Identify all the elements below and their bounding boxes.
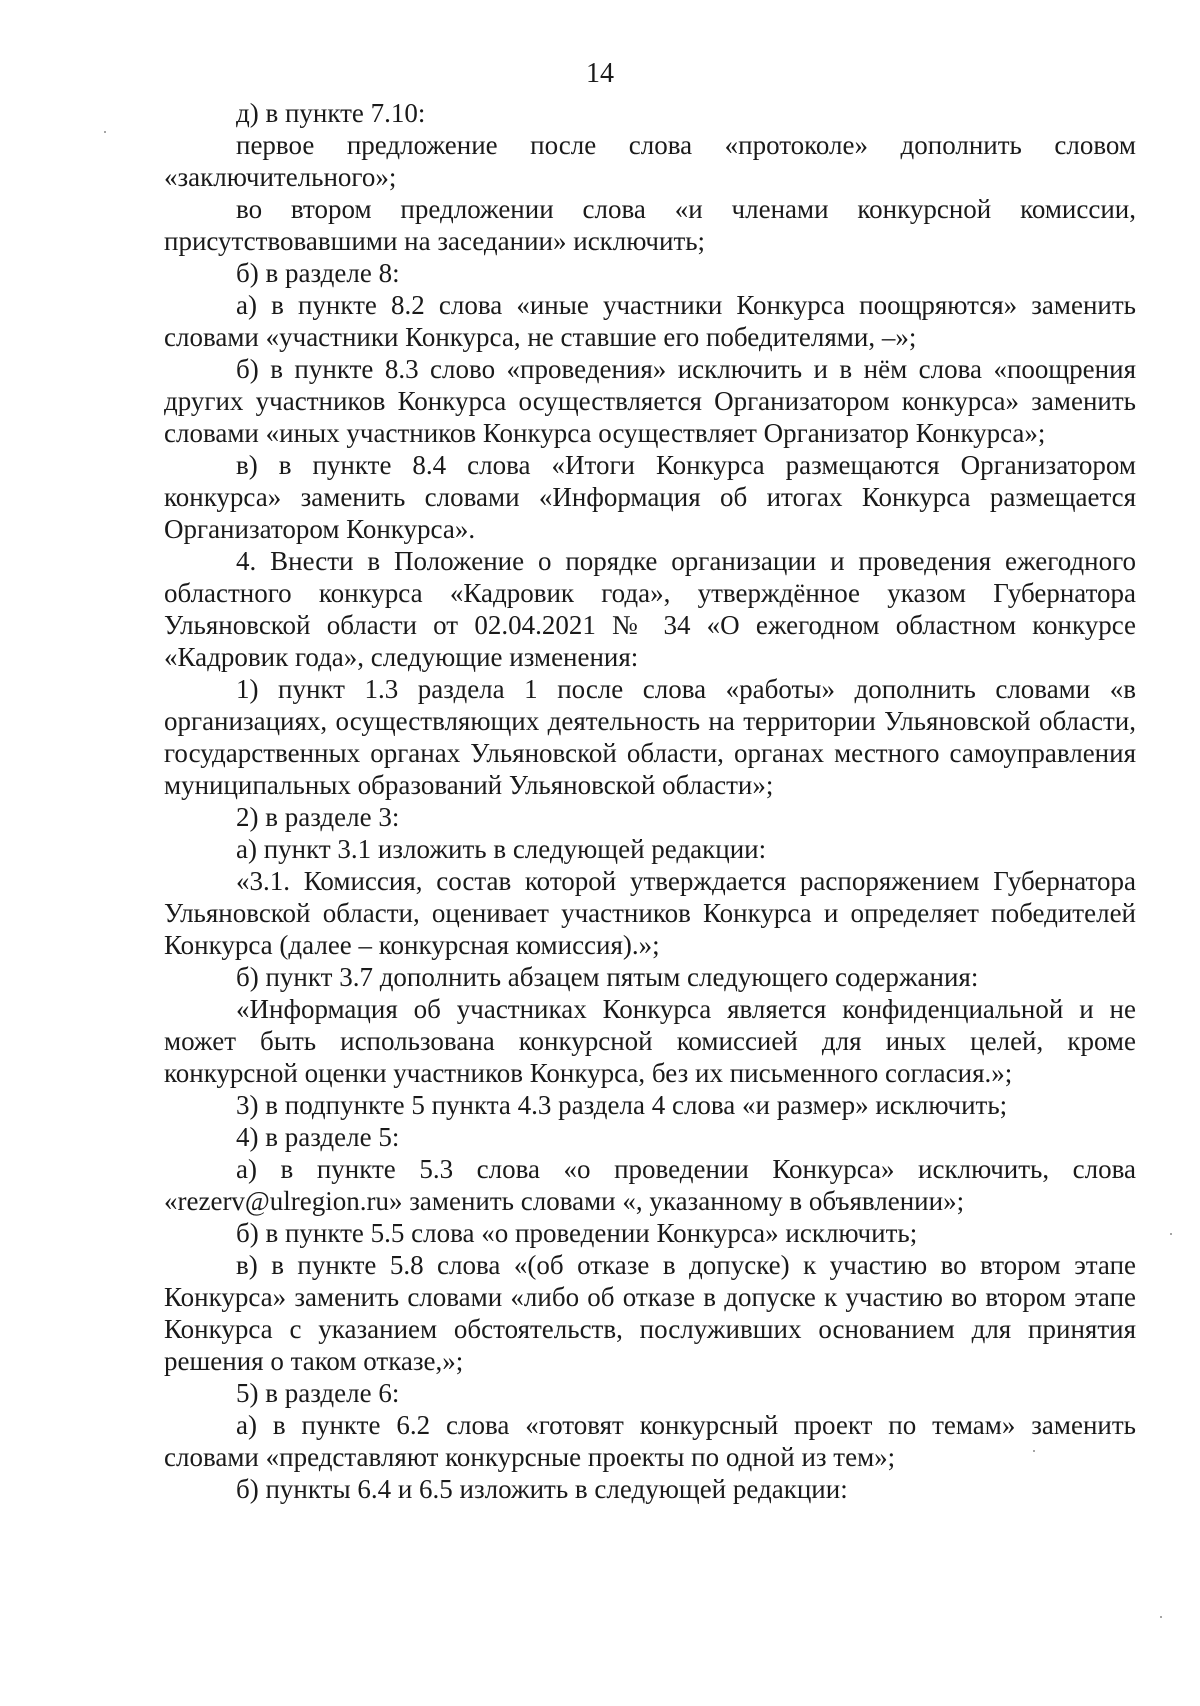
paragraph-13: б) пункт 3.7 дополнить абзацем пятым следующего содержания: <box>236 962 979 992</box>
paragraph-20: 5) в разделе 6: <box>236 1378 400 1408</box>
paragraph-19: в) в пункте 5.8 слова «(об отказе в допуске) к участию во втором этапе Конкурса» заменить словами «либо об отказе в допуске к участию во втором этапе Конкурса с указанием обстоятельств, послуживших основанием для принятия решения о таком отказе,»; <box>164 1250 1136 1376</box>
paragraph-1: д) в пункте 7.10: <box>236 98 426 128</box>
scan-speck <box>1033 1450 1035 1452</box>
document-body <box>164 97 1136 1505</box>
paragraph-11: а) пункт 3.1 изложить в следующей редакции: <box>236 834 767 864</box>
paragraph-12: «3.1. Комиссия, состав которой утверждается распоряжением Губернатора Ульяновской области, оценивает участников Конкурса и определяет победителей Конкурса (далее – конкурсная комиссия).»; <box>164 866 1136 960</box>
paragraph-17: а) в пункте 5.3 слова «о проведении Конкурса» исключить, слова «rezerv@ulregion.ru» заменить словами «, указанному в объявлении»; <box>164 1154 1136 1216</box>
paragraph-16: 4) в разделе 5: <box>236 1122 400 1152</box>
paragraph-14: «Информация об участниках Конкурса является конфиденциальной и не может быть использована конкурсной комиссией для иных целей, кроме конкурсной оценки участников Конкурса, без их письменного согласия.»; <box>164 994 1136 1088</box>
paragraph-6: б) в пункте 8.3 слово «проведения» исключить и в нём слова «поощрения других участников Конкурса осуществляется Организатором конкурса» заменить словами «иных участников Конкурса осуществляет Организатор Конкурса»; <box>164 354 1136 448</box>
paragraph-4: б) в разделе 8: <box>236 258 400 288</box>
paragraph-3: во втором предложении слова «и членами конкурсной комиссии, присутствовавшими на заседании» исключить; <box>164 194 1136 256</box>
paragraph-10: 2) в разделе 3: <box>236 802 400 832</box>
page-number: 14 <box>586 58 614 89</box>
paragraph-21: а) в пункте 6.2 слова «готовят конкурсный проект по темам» заменить словами «представляют конкурсные проекты по одной из тем»; <box>164 1410 1136 1472</box>
paragraph-7: в) в пункте 8.4 слова «Итоги Конкурса размещаются Организатором конкурса» заменить словами «Информация об итогах Конкурса размещается Организатором Конкурса». <box>164 450 1136 544</box>
paragraph-15: 3) в подпункте 5 пункта 4.3 раздела 4 слова «и размер» исключить; <box>236 1090 1008 1120</box>
scan-speck <box>1160 1616 1162 1618</box>
paragraph-18: б) в пункте 5.5 слова «о проведении Конкурса» исключить; <box>236 1218 918 1248</box>
paragraph-9: 1) пункт 1.3 раздела 1 после слова «работы» дополнить словами «в организациях, осуществляющих деятельность на территории Ульяновской области, государственных органах Ульяновской области, органах местного самоуправления муниципальных образований Ульяновской области»; <box>164 674 1136 800</box>
paragraph-22: б) пункты 6.4 и 6.5 изложить в следующей редакции: <box>236 1474 848 1504</box>
scan-speck <box>104 131 106 133</box>
paragraph-2: первое предложение после слова «протоколе» дополнить словом «заключительного»; <box>164 130 1136 192</box>
paragraph-5: а) в пункте 8.2 слова «иные участники Конкурса поощряются» заменить словами «участники Конкурса, не ставшие его победителями, –»; <box>164 290 1136 352</box>
paragraph-8: 4. Внести в Положение о порядке организации и проведения ежегодного областного конкурса «Кадровик года», утверждённое указом Губернатора Ульяновской области от 02.04.2021 № 34 «О ежегодном областном конкурсе «Кадровик года», следующие изменения: <box>164 546 1136 672</box>
scan-speck <box>1170 1233 1172 1235</box>
